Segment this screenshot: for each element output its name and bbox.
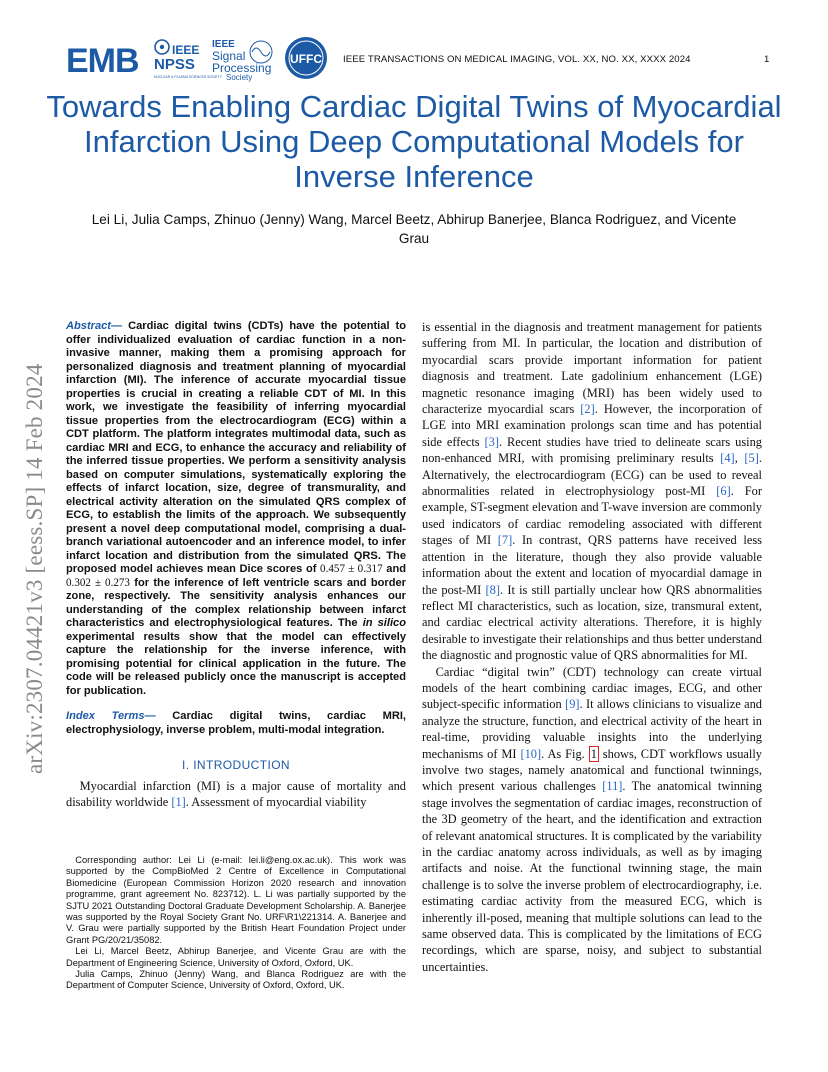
abstract-text-2: for the inference of left ventricle scars and border zone, respectively. The sensitivity analysis enhances our understanding of the complex relationship between infarct characteristics and electrophysiological features. The <box>66 576 406 629</box>
text-run: . However, the incorporation of LGE into MRI examination prolongs scan time and has potential side effects <box>422 402 762 449</box>
arxiv-identifier[interactable]: arXiv:2307.04421v3 [eess.SP] 14 Feb 2024 <box>22 363 47 774</box>
footnote-affiliation-engineering: Lei Li, Marcel Beetz, Abhirup Banerjee, and Vicente Grau are with the Department of Engineering Science, University of Oxford, Oxford, UK. <box>66 946 406 968</box>
citation-link[interactable]: [2] <box>580 402 595 417</box>
paper-title: Towards Enabling Cardiac Digital Twins of Myocardial Infarction Using Deep Computational Models for Inverse Inference <box>46 89 782 194</box>
society-logos <box>66 34 336 82</box>
sps-society-text: Society <box>226 73 253 82</box>
citation-link[interactable]: [3] <box>484 434 499 449</box>
intro-text-a: Myocardial infarction (MI) is a major cause of mortality and disability worldwide <box>66 779 406 810</box>
uffc-logo <box>285 37 327 79</box>
footnote-affiliation-cs: Julia Camps, Zhinuo (Jenny) Wang, and Blanca Rodriguez are with the Department of Computer Science, University of Oxford, Oxford, UK. <box>66 969 406 991</box>
text-run: . Alternatively, the electrocardiogram (ECG) can be used to reveal abnormalities related in electrophysiology post-MI <box>422 451 762 499</box>
text-run: Cardiac “digital twin” (CDT) technology can create virtual models of the heart combining cardiac images, ECG, and other subject-specific information <box>422 664 762 712</box>
index-terms-label: Index Terms— <box>66 710 156 722</box>
citation-link[interactable]: [5] <box>744 451 759 466</box>
citation-link[interactable]: [11] <box>602 779 623 794</box>
left-column <box>66 320 406 811</box>
author-list: Lei Li, Julia Camps, Zhinuo (Jenny) Wang, Marcel Beetz, Abhirup Banerjee, Blanca Rodriguez, and Vicente Grau <box>91 212 737 246</box>
dice-score-border-zone: 0.302 ± 0.273 <box>66 576 130 589</box>
intro-text-b: . Assessment of myocardial viability <box>185 795 367 810</box>
citation-link[interactable]: [1] <box>171 795 186 810</box>
sps-processing-text: Processing <box>212 61 272 75</box>
uffc-text: UFFC <box>290 52 322 66</box>
footnotes <box>66 855 406 992</box>
abstract-and: and <box>382 563 406 575</box>
text-run: shows, CDT workflows usually involve two stages, namely anatomical and functional twinnings, which present various challenges <box>422 746 762 794</box>
right-column <box>422 319 762 975</box>
npss-text: NPSS <box>154 56 195 73</box>
text-run: . It allows clinicians to visualize and analyze the structure, function, and electrical activity of the heart in real-time, providing valuable insights into the underlying mechanisms of MI <box>422 697 762 761</box>
npss-ieee-text: IEEE <box>172 43 200 57</box>
page-number: 1 <box>764 54 770 65</box>
abstract-in-silico: in silico <box>362 617 406 629</box>
emb-logo-text: EMB <box>66 42 139 80</box>
text-run: . As Fig. <box>541 746 589 761</box>
index-terms <box>66 710 406 737</box>
text-run: . The anatomical twinning stage involves the segmentation of cardiac images, reconstruction of the 3D geometry of the heart, and the identification and extraction of relevant anatomical structures. It is complicated by the variability in the cardiac anatomy across individuals, as well as by imaging artifacts and noise. At the functional twinning stage, the main challenge is to solve the inverse problem of electrocardiography, i.e. estimating cardiac activity from the measured ECG, which is inherently ill-posed, meaning that multiple solutions can lead to the same observed data. This is complicated by the limitations of ECG recordings, which are sparse, noisy, and subject to substantial uncertainties. <box>422 779 762 974</box>
citation-link[interactable]: [7] <box>497 533 513 548</box>
citation-link[interactable]: [8] <box>485 582 500 597</box>
text-run: is essential in the diagnosis and treatment management for patients suffering from MI. In particular, the location and distribution of myocardial scars provide important information for patient diagnosis and treatment. Late gadolinium enhancement (LGE) magnetic resonance imaging (MRI) has been widely used to characterize myocardial scars <box>422 320 762 417</box>
text-run: . For example, ST-segment elevation and T-wave inversion are commonly used indicators of cardiac remodeling associated with different stages of MI <box>422 484 762 548</box>
index-terms-text: Cardiac digital twins, cardiac MRI, electrophysiology, inverse problem, multi-modal integration. <box>66 710 406 736</box>
citation-link[interactable]: [10] <box>520 746 542 761</box>
intro-paragraph-2 <box>422 664 762 976</box>
citation-link[interactable]: [6] <box>716 484 731 499</box>
intro-paragraph-1 <box>422 319 762 664</box>
journal-header: IEEE TRANSACTIONS ON MEDICAL IMAGING, VOL. XX, NO. XX, XXXX 2024 <box>343 54 691 65</box>
citation-link[interactable]: [4] <box>720 451 735 466</box>
text-run: . It is still partially unclear how QRS abnormalities reflect MI characteristics, such as location, size, transmural extent, and cardiac electrical activity alterations. Therefore, it is highly desirable to investigate their relationships and thus better understand the diagnostic and prognostic value of QRS abnormalities for MI. <box>422 582 762 663</box>
npss-subtext: NUCLEAR & PLASMA SCIENCES SOCIETY <box>154 75 223 79</box>
abstract <box>66 320 406 698</box>
section-heading-introduction: I. INTRODUCTION <box>182 758 290 772</box>
abstract-text-1: Cardiac digital twins (CDTs) have the potential to offer individualized evaluation of cardiac function in a non-invasive manner, making them a promising approach for personalized diagnosis and treatment planning of myocardial infarction (MI). The inference of accurate myocardial tissue properties is crucial in creating a reliable CDT of MI. In this work, we investigate the feasibility of inferring myocardial tissue properties from the electrocardiogram (ECG) within a CDT platform. The platform integrates multimodal data, such as cardiac MRI and ECG, to enhance the accuracy and reliability of the inferred tissue properties. We perform a sensitivity analysis based on computer simulations, systematically exploring the effects of infarct location, size, degree of transmurality, and electrical activity alteration on the simulated QRS complex of ECG, to establish the limits of the approach. We subsequently present a novel deep computational model, comprising a dual-branch variational autoencoder and an inference model, to infer infarct location and distribution from the simulated QRS. The proposed model achieves mean Dice scores of <box>66 320 406 575</box>
sps-signal-text: Signal <box>212 49 246 63</box>
footnote-funding: Corresponding author: Lei Li (e-mail: lei.li@eng.ox.ac.uk). This work was supported by the CompBioMed 2 Centre of Excellence in Computational Biomedicine (European Commission Horizon 2020 research and innovation programme, grant agreement No. 823712). L. Li was partially supported by the SJTU 2021 Outstanding Doctoral Graduate Development Scholarship. A. Banerjee was supported by the Royal Society Grant No. URF\R1\221314. A. Banerjee and V. Grau were partially supported by the British Heart Foundation Project under Grant PG/20/21/35082. <box>66 855 406 945</box>
abstract-label: Abstract— <box>66 320 123 332</box>
text-run: . Recent studies have tried to delineate scars using non-enhanced MRI, with promising preliminary results <box>422 434 762 466</box>
text-run: , <box>734 451 745 466</box>
dice-score-scar: 0.457 ± 0.317 <box>320 563 383 575</box>
abstract-text-3: experimental results show that the model can effectively capture the relationship for the inverse inference, with promising potential for clinical application in the future. The code will be released publicly once the manuscript is accepted for publication. <box>66 630 406 697</box>
sps-ieee-text: IEEE <box>212 39 235 50</box>
figure-reference-link[interactable]: 1 <box>590 746 597 761</box>
emb-logo <box>66 42 139 80</box>
text-run: . In contrast, QRS patterns have received less attention in the literature, though they also provide valuable information about the extent and location of myocardial damage in the post-MI <box>422 533 763 597</box>
intro-paragraph-start <box>66 778 406 811</box>
citation-link[interactable]: [9] <box>565 697 580 712</box>
